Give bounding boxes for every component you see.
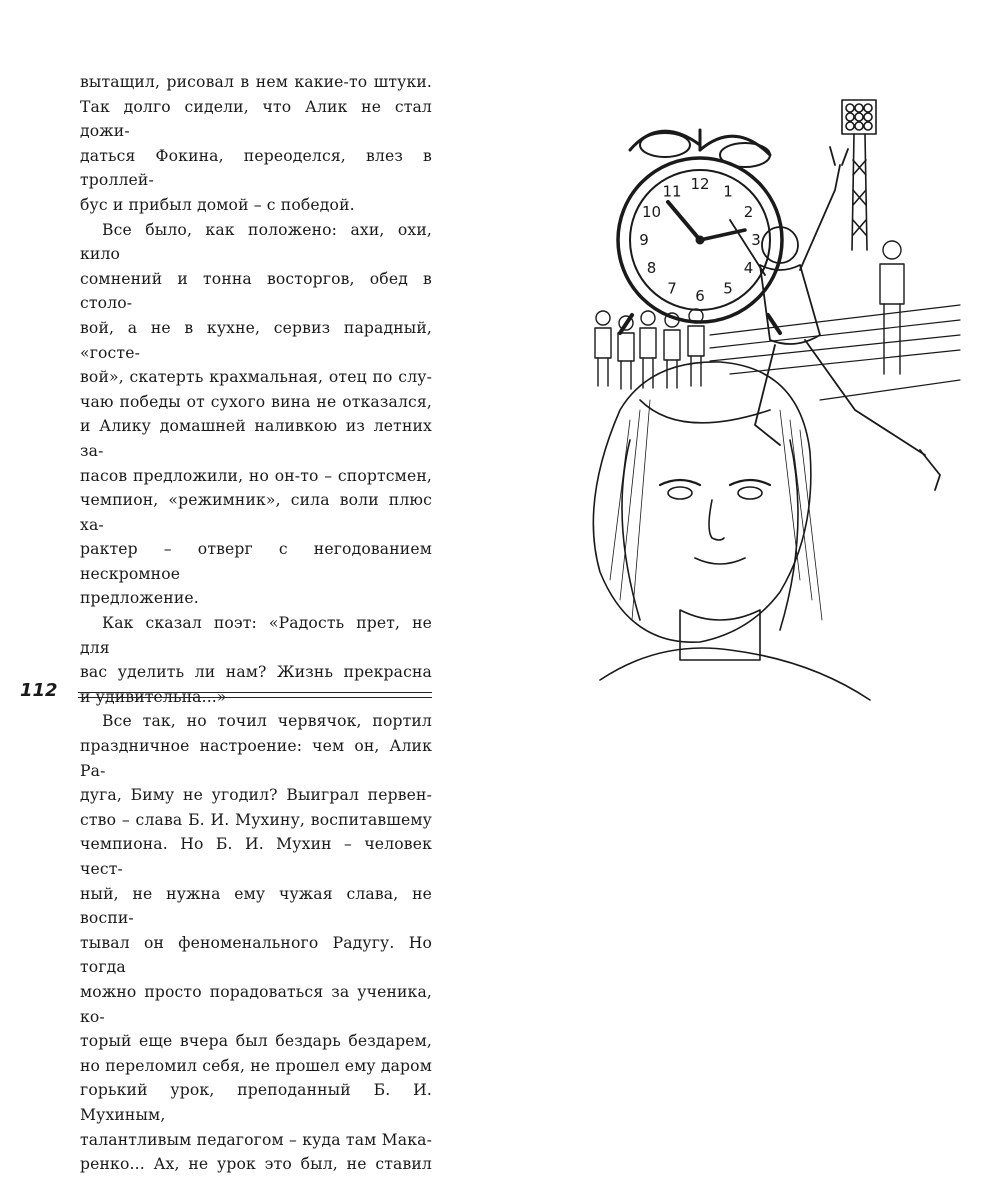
text-line: чемпиона. Но Б. И. Мухин – человек чест- — [80, 835, 432, 878]
clock-numeral: 9 — [639, 231, 649, 249]
clock-numeral: 7 — [667, 279, 677, 298]
text-line: ренко... Ах, не урок это был, не ставил — [80, 1155, 432, 1174]
clock-numeral: 5 — [723, 279, 733, 298]
text-line: праздничное настроение: чем он, Алик Ра- — [80, 737, 432, 780]
clock-numeral: 10 — [641, 203, 662, 221]
text-line: тывал он феноменального Радугу. Но тогда — [80, 933, 432, 977]
page-number: 112 — [20, 680, 58, 701]
text-line: но переломил себя, не прошел ему даром — [80, 1056, 432, 1075]
text-line: даться Фокина, переоделся, влез в троллей- — [80, 146, 432, 190]
text-line: ный, не нужна ему чужая слава, не воспи- — [80, 884, 432, 928]
text-line: вой», скатерть крахмальная, отец по слу- — [80, 368, 432, 387]
text-line: чаю победы от сухого вина не отказался, — [80, 392, 432, 411]
girl-portrait — [593, 362, 870, 700]
running-boy — [730, 147, 940, 490]
text-line: ство – слава Б. И. Мухину, воспитавшему — [80, 810, 432, 829]
text-line: можно просто порадоваться за ученика, ко- — [80, 982, 432, 1026]
text-line: торый еще вчера был бездарь бездарем, — [80, 1032, 432, 1051]
text-line: и Алику домашней наливкою из летних за- — [80, 417, 432, 460]
alarm-clock-icon — [618, 130, 782, 333]
clock-numeral: 4 — [743, 259, 754, 277]
clock-numeral: 8 — [646, 259, 657, 277]
bleachers — [710, 305, 960, 400]
text-line: горький урок, преподанный Б. И. Мухиным, — [80, 1081, 432, 1124]
text-line: дуга, Биму не угодил? Выиграл первен- — [80, 786, 432, 805]
clock-numeral: 6 — [695, 287, 705, 305]
clock-numeral: 1 — [723, 182, 733, 201]
footer-rule-bottom — [78, 697, 432, 698]
paragraph — [80, 70, 432, 218]
text-line: рактер – отверг с негодованием нескромное — [80, 540, 432, 583]
text-line: и удивительна...» — [80, 687, 227, 706]
paragraph — [80, 218, 432, 612]
clock-numeral: 3 — [751, 231, 761, 249]
illustration — [560, 80, 980, 720]
footer-rule-top — [78, 692, 432, 693]
clock-numeral: 2 — [743, 203, 754, 221]
text-line: Как сказал поэт: «Радость прет, не для — [80, 614, 432, 657]
text-line: талантливым педагогом – куда там Мака- — [80, 1130, 432, 1149]
text-line: предложение. — [80, 589, 199, 608]
clock-numeral: 11 — [662, 182, 682, 201]
text-line: Так долго сидели, что Алик не стал дожи- — [80, 97, 432, 141]
text-line: Все так, но точил червячок, портил — [102, 712, 432, 731]
text-line: сомнений и тонна восторгов, обед в столо- — [80, 269, 432, 313]
floodlight-icon — [842, 100, 876, 250]
paragraph — [80, 611, 432, 709]
text-line: вой, а не в кухне, сервиз парадный, «госте- — [80, 318, 432, 362]
clock-numeral: 12 — [690, 175, 710, 193]
text-line: бус и прибыл домой – с победой. — [80, 195, 355, 214]
body-text — [80, 70, 432, 1177]
paragraph — [80, 709, 432, 1176]
text-line: Все было, как положено: ахи, охи, кило — [80, 220, 432, 264]
text-line: чемпион, «режимник», сила воли плюс ха- — [80, 491, 432, 534]
text-line: вытащил, рисовал в нем какие-то штуки. — [80, 73, 432, 91]
text-line: пасов предложили, но он-то – спортсмен, — [80, 466, 432, 485]
text-line: вас уделить ли нам? Жизнь прекрасна — [80, 663, 432, 682]
